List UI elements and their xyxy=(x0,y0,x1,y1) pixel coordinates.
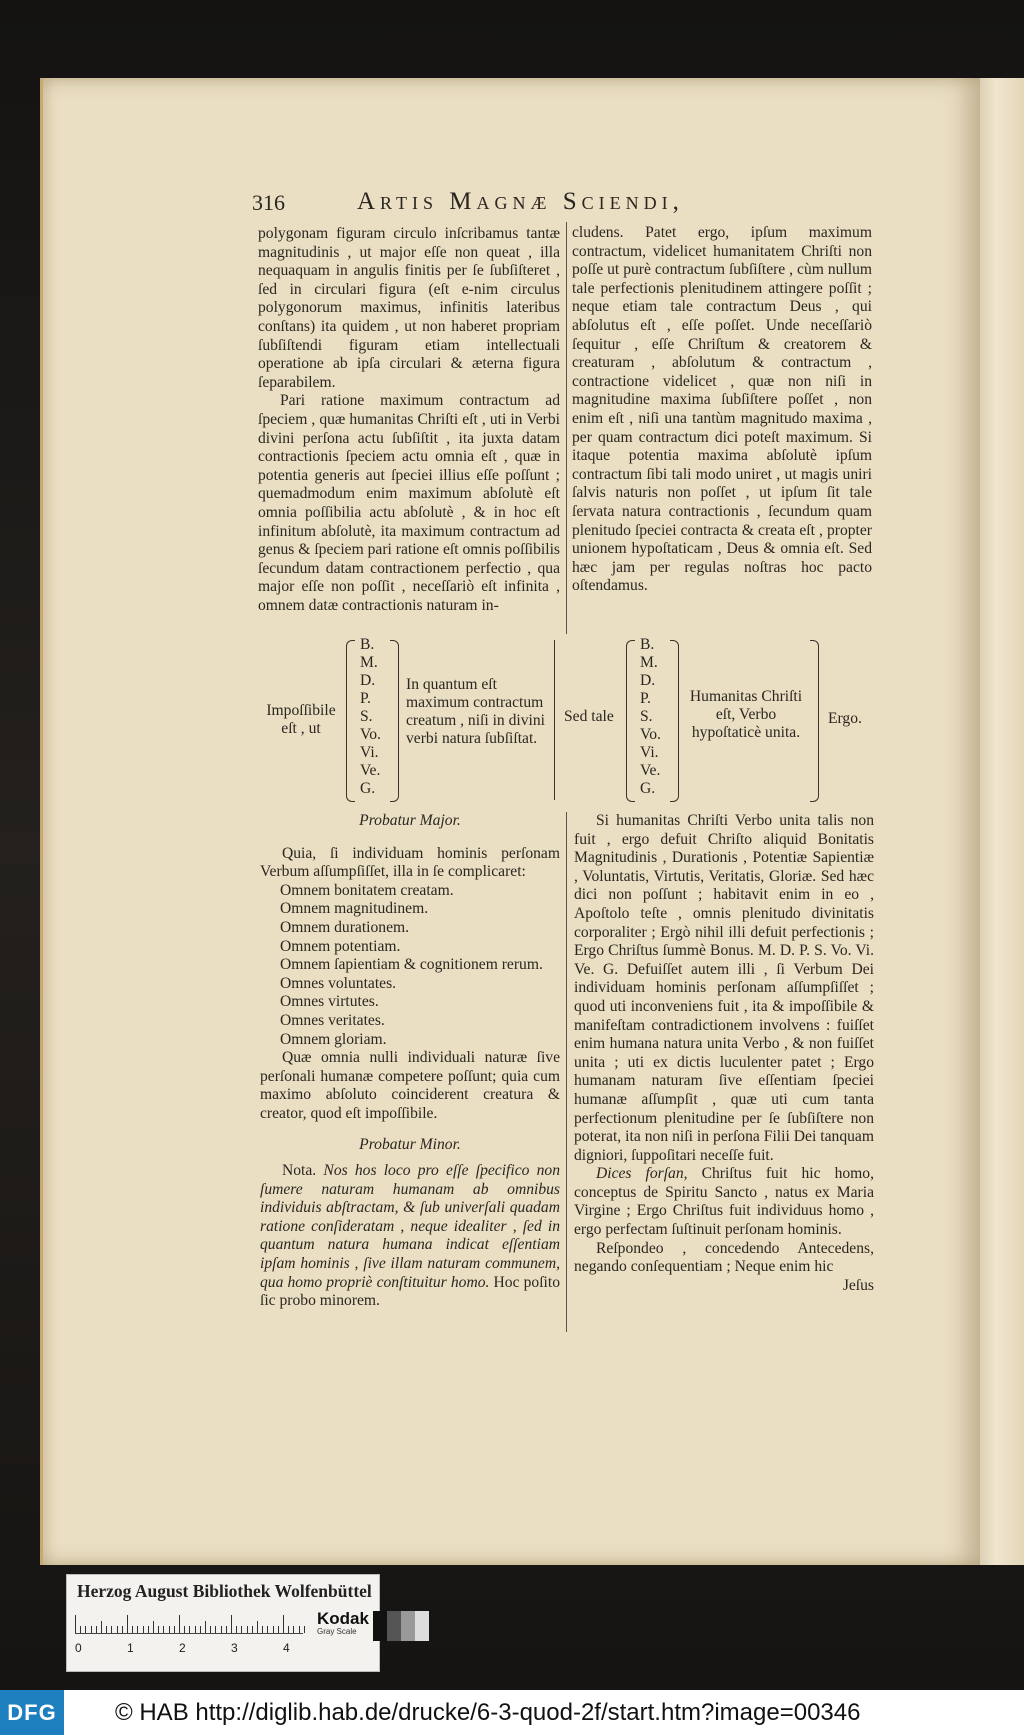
letter: G. xyxy=(640,780,656,797)
catchword: Jeſus xyxy=(842,1276,874,1294)
syllogism-diagram xyxy=(258,636,878,804)
paragraph: polygonam figuram circulo inſcribamus tantæ magnitudinis , ut major eſſe non queat , illa nequaquam in angulis finitis per ſe ſubſiſteret , ſed in circulari figura (eſt e-nim circulus polygonorum maximus, infinitis lateribus conſtans) ita quidem , ut non haberet propriam ſubſiſtendi figuram etiam intellectuali operatione ab ipſa circulari & æterna figura ſeparabilem. xyxy=(258,225,560,391)
ruler-tick xyxy=(85,1626,86,1633)
ruler-tick xyxy=(293,1626,294,1633)
ruler-tick xyxy=(236,1626,237,1633)
letter: Ve. xyxy=(360,762,381,779)
ruler-tick xyxy=(117,1626,118,1633)
ruler-tick xyxy=(241,1626,242,1633)
ruler-tick xyxy=(257,1621,258,1633)
swatch xyxy=(373,1611,387,1641)
left-column-top xyxy=(258,225,560,633)
ruler-tick xyxy=(267,1626,268,1633)
nota-label: Nota. xyxy=(282,1162,317,1180)
virtue-letters-1 xyxy=(360,636,381,798)
list-item: Omnes veritates. xyxy=(280,1011,385,1029)
right-brace xyxy=(390,640,399,802)
left-brace xyxy=(626,640,635,802)
ruler-tick xyxy=(273,1626,274,1633)
ruler-tick xyxy=(200,1626,201,1633)
list-item: Omnem gloriam. xyxy=(280,1030,387,1048)
letter: M. xyxy=(360,654,378,671)
letter: S. xyxy=(360,708,373,725)
ruler-tick xyxy=(231,1615,232,1633)
paragraph: Reſpondeo , concedendo Antecedens, negando conſequentiam ; Neque enim hic xyxy=(574,1239,874,1276)
letter: B. xyxy=(640,636,655,653)
ruler-tick xyxy=(215,1626,216,1633)
copyright-link[interactable]: © HAB http://diglib.hab.de/drucke/6-3-quod-2f/start.htm?image=00346 xyxy=(115,1699,861,1726)
paragraph: cludens. Patet ergo, ipſum maximum contractum, videlicet humanitatem Chriſti non poſſe ut purè contractum ſubſiſtere , cùm nullum tale perfectionis plenitudinem attingere poſſit ; neque etiam tale contractum Deus , qui abſolutus eſt , eſſe poſſet. Unde neceſſariò ſequitur , eſſe Chriſtum & creatorem & creaturam , abſolutum & contractum , contractione videlicet , quæ non niſi in magnitudine maxima ſubſiſtere poſſet , non enim eſt , niſi una tantùm magnitudo maxima , per quam contractum dici poteſt maximum. Si itaque potentia maxima abſolutè ipſum contractum ſibi tali modo uniret , ut magis uniri ſalvis naturis non poſſet , ut ipſum ſit tale ſervata natura contractionis , ſecundum quam plenitudo ſpeciei contracta & creata eſt , propter unionem hypoſtaticam , Deus & omnia eſt. Sed hæc jam per regulas noſtras hoc pacto oſtendamus. xyxy=(572,224,872,595)
letter: D. xyxy=(640,672,656,689)
ruler-tick xyxy=(184,1626,185,1633)
ruler-number: 1 xyxy=(127,1641,134,1655)
left-brace xyxy=(346,640,355,802)
ruler-tick xyxy=(278,1626,279,1633)
dices-paragraph xyxy=(574,1165,874,1239)
ruler-tick xyxy=(111,1626,112,1633)
page-number: 316 xyxy=(252,190,285,215)
dices-label: Dices forſan xyxy=(596,1165,684,1183)
letter: Vi. xyxy=(640,744,659,761)
right-column-bottom xyxy=(574,812,874,1352)
paragraph: Quæ omnia nulli individuali naturæ ſive perſonali humanæ competere poſſunt; quia cum maximo abſoluto coinciderent creatura & creator, quod eſt impoſſibile. xyxy=(260,1049,560,1122)
right-brace xyxy=(670,640,679,802)
nota-text: Nos hos loco pro eſſe ſpecifico non ſumere naturam humanam ab omnibus individuis abſtractam, & ſub univerſali quadam ratione conſideratam , neque idealiter , ſed in quantum natura humana indicat eſſentiam ipſam hominis , ſive illam naturam communem, qua homo propriè conſtituitur homo. xyxy=(260,1162,560,1291)
list-item: Omnem ſapientiam & cognitionem rerum. xyxy=(280,956,543,974)
letter: B. xyxy=(360,636,375,653)
paragraph: Si humanitas Chriſti Verbo unita talis non fuit , ergo defuit Chriſto aliquid Bonitatis Magnitudinis , Durationis , Potentiæ Sapientiæ , Voluntatis, Virtutis, Veritatis, Gloriæ. Sed hæc dici non poſſunt ; habitavit enim in eo , Apoſtolo teſte , omnis plenitudo divinitatis corporaliter ; Ergò nihil illi defuit perfectionis ; Ergo Chriſtus ſummè Bonus. M. D. P. S. Vo. Vi. Ve. G. Defuiſſet autem illi , ſi Verbum Dei individuam hominis perſonam aſſumpſiſſet ; quod uti inconveniens fuit , ita & impoſſibile & manifeſtam contradictionem involvens : fuiſſet enim humana natura unita Verbo , & non fuiſſet unita ; uti ex dictis luculenter patet ; Ergo humanam naturam ſive eſſentiam ſpeciei humanæ aſſumpſit , quæ uti cum tanta perfectionum plenitudine per ſe ſubſiſtere non poterat, ita non niſi in perſona Filii Dei tanquam digniori, ſuppoſitari neceſſe fuit. xyxy=(574,812,874,1164)
heading-minor: Probatur Minor. xyxy=(359,1135,461,1153)
ruler-tick xyxy=(210,1626,211,1633)
swatch xyxy=(387,1611,401,1641)
ruler-tick xyxy=(96,1626,97,1633)
list-item: Omnem potentiam. xyxy=(280,937,401,955)
ergo-label: Ergo. xyxy=(828,710,862,727)
gray-swatches xyxy=(373,1611,429,1641)
library-color-target xyxy=(66,1574,380,1672)
ruler-tick xyxy=(127,1615,128,1633)
impossible-label-line: eſt , ut xyxy=(281,720,321,737)
ruler-number: 0 xyxy=(75,1641,82,1655)
ruler-number: 3 xyxy=(231,1641,238,1655)
ruler-tick xyxy=(262,1626,263,1633)
list-item: Omnes virtutes. xyxy=(280,993,379,1011)
ruler-tick xyxy=(91,1626,92,1633)
swatch xyxy=(401,1611,415,1641)
letter: Vo. xyxy=(360,726,381,743)
ruler-tick xyxy=(153,1621,154,1633)
letter: Vi. xyxy=(360,744,379,761)
ruler-tick xyxy=(174,1626,175,1633)
ruler-tick xyxy=(101,1621,102,1633)
ruler-tick xyxy=(75,1615,76,1633)
humanitas-text: Humanitas Chriſti eſt, Verbo hypoſtaticè unita. xyxy=(689,688,803,741)
ruler-tick xyxy=(106,1626,107,1633)
ruler-tick xyxy=(80,1626,81,1633)
list-item: Omnem durationem. xyxy=(280,918,410,936)
scale-ruler xyxy=(75,1613,303,1634)
ruler-tick xyxy=(148,1626,149,1633)
left-column-bottom xyxy=(260,812,560,1332)
letter: S. xyxy=(640,708,653,725)
paragraph: Pari ratione maximum contractum ad ſpeciem , quæ humanitas Chriſti eſt , uti in Verbi divini perſona actu ſubſiſtit , ita juxta datam contractionis ſpeciem actu omnia eſt , quæ in potentia generis aut ſpeciei illius eſſe poſſunt ; quemadmodum enim maximum abſolutè eſt omnia poſſibilia actu abſolutè , & in hoc eſt infinitum abſolutè, ita maximum contractum ad genus & ſpeciem pari ratione eſt omnis poſſibilis ſecundum datam contractionem perfectio , qua major eſſe non poſſit , neceſſariò eſt infinita , omnem datæ contractionis naturam in- xyxy=(258,392,560,614)
swatch xyxy=(415,1611,429,1641)
ruler-tick xyxy=(132,1626,133,1633)
bracket-line xyxy=(554,640,555,800)
list-item: Omnes voluntates. xyxy=(280,974,397,992)
column-divider xyxy=(566,812,567,1332)
running-title: Artis Magnæ Sciendi, xyxy=(357,188,684,215)
impossible-label xyxy=(260,702,342,738)
ruler-tick xyxy=(226,1626,227,1633)
letter: D. xyxy=(360,672,376,689)
ruler-tick xyxy=(283,1615,284,1633)
footer-bar xyxy=(0,1690,1024,1735)
letter: Vo. xyxy=(640,726,661,743)
list-item: Omnem magnitudinem. xyxy=(280,900,429,918)
ruler-tick xyxy=(304,1626,305,1633)
dfg-logo: DFG xyxy=(0,1690,64,1735)
heading-major: Probatur Major. xyxy=(359,812,461,829)
right-column-top xyxy=(572,224,872,614)
ruler-tick xyxy=(189,1626,190,1633)
gray-scale-label: Gray Scale xyxy=(317,1627,357,1636)
ruler-tick xyxy=(169,1626,170,1633)
ruler-tick xyxy=(252,1626,253,1633)
ruler-tick xyxy=(143,1626,144,1633)
column-divider xyxy=(566,222,567,634)
ruler-tick xyxy=(158,1626,159,1633)
ruler-number: 4 xyxy=(283,1641,290,1655)
letter: Ve. xyxy=(640,762,661,779)
ruler-tick xyxy=(221,1626,222,1633)
ruler-tick xyxy=(163,1626,164,1633)
letter: G. xyxy=(360,780,376,797)
ruler-tick xyxy=(179,1615,180,1633)
ruler-tick xyxy=(205,1621,206,1633)
right-brace xyxy=(810,640,819,802)
nota-tail: Hoc poſito ſic probo minorem. xyxy=(260,1273,560,1310)
ruler-tick xyxy=(299,1626,300,1633)
sed-tale-label: Sed tale xyxy=(564,708,614,725)
dices-text: , Chriſtus fuit hic homo, conceptus de Spiritu Sancto , natus ex Maria Virgine ; Ergo Chriſtus fuit individuus homo , ergo perfectam ſuſtinuit perſonam hominis. xyxy=(574,1165,875,1239)
list-item: Omnem bonitatem creatam. xyxy=(280,881,454,899)
ruler-tick xyxy=(195,1626,196,1633)
library-title: Herzog August Bibliothek Wolfenbüttel xyxy=(77,1581,372,1601)
impossible-label-line: Impoſſibile xyxy=(266,702,336,719)
maximum-contractum-text: In quantum eſt maximum contractum creatum , niſi in divini verbi natura ſubſiſtat. xyxy=(406,676,546,747)
ruler-tick xyxy=(137,1626,138,1633)
letter: M. xyxy=(640,654,658,671)
virtue-letters-2 xyxy=(640,636,661,798)
letter: P. xyxy=(360,690,371,707)
ruler-number: 2 xyxy=(179,1641,186,1655)
kodak-logo: Kodak xyxy=(317,1609,369,1628)
ruler-tick xyxy=(288,1626,289,1633)
ruler-tick xyxy=(247,1626,248,1633)
paragraph: Quia, ſi individuam hominis perſonam Verbum aſſumpſiſſet, illa in ſe complicaret: xyxy=(260,844,560,881)
page-header xyxy=(252,188,872,222)
nota-paragraph xyxy=(260,1162,560,1311)
ruler-tick xyxy=(122,1626,123,1633)
letter: P. xyxy=(640,690,651,707)
next-page-edge xyxy=(977,78,1024,1565)
